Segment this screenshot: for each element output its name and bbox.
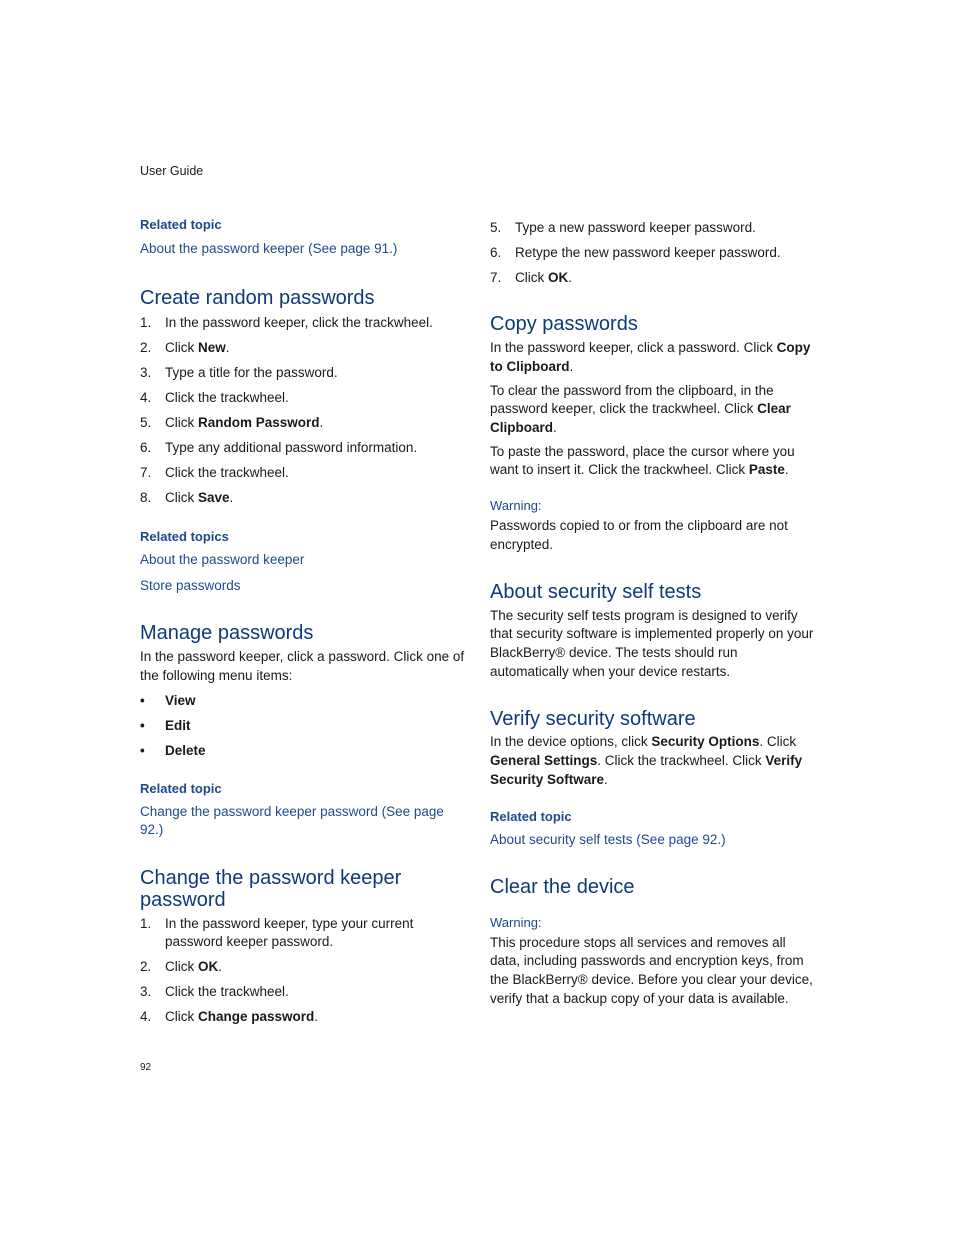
list-item: 6. Type any additional password information. (140, 439, 418, 455)
self-tests-paragraph: The security self tests program is designed to verify that security software is implemented properly on your BlackBerry® device. The tests should run automatically when your device restarts. (490, 607, 814, 679)
list-item: 2. Click New. (140, 339, 230, 355)
list-item: 1. In the password keeper, type your current password keeper password. (140, 915, 414, 950)
related-link-about-password-keeper[interactable]: About the password keeper (See page 91.) (140, 241, 398, 256)
list-item: 4. Click the trackwheel. (140, 389, 289, 405)
paste-paragraph: To paste the password, place the cursor where you want to insert it. Click the trackwheel. Click Paste. (490, 443, 795, 478)
list-item: 5. Type a new password keeper password. (490, 220, 756, 235)
section-title-create-random-passwords: Create random passwords (140, 287, 375, 309)
section-title-clear-the-device: Clear the device (490, 875, 635, 898)
verify-paragraph: In the device options, click Security Options. Click General Settings. Click the trackwheel. Click Verify Security Software. (490, 734, 803, 787)
left-column (140, 216, 465, 1026)
section-title-about-security-self-tests: About security self tests (490, 580, 702, 603)
list-item: 7. Click OK. (490, 269, 573, 285)
list-item: 3. Click the trackwheel. (140, 984, 289, 1000)
page-number: 92 (140, 1062, 152, 1073)
related-link-about-password-keeper[interactable]: About the password keeper (140, 552, 305, 568)
list-item: 3. Type a title for the password. (140, 364, 338, 380)
list-item: • Edit (140, 717, 191, 733)
related-topic-label: Related topic (140, 217, 222, 232)
list-item: 4. Click Change password. (140, 1009, 319, 1025)
clear-clipboard-paragraph: To clear the password from the clipboard, in the password keeper, click the trackwheel. Click Clear Clipboard. (490, 382, 791, 436)
related-link-about-security-self-tests[interactable]: About security self tests (See page 92.) (490, 831, 726, 847)
section-title-verify-security-software: Verify security software (490, 708, 696, 731)
change-password-steps-continued (490, 219, 815, 287)
section-title-change-password: Change the password keeper password (140, 866, 402, 911)
copy-paragraph: In the password keeper, click a password. Click Copy to Clipboard. (490, 340, 811, 374)
change-password-steps (140, 915, 465, 1027)
warning-label: Warning: (490, 498, 542, 514)
warning-text: Passwords copied to or from the clipboard are not encrypted. (490, 518, 788, 552)
list-item: 6. Retype the new password keeper password. (490, 244, 781, 260)
warning-text: This procedure stops all services and removes all data, including passwords and encryption keys, from the BlackBerry® device. Before you clear your device, verify that a backup copy of your data is available. (490, 934, 813, 1006)
list-item: 1. In the password keeper, click the trackwheel. (140, 315, 433, 330)
related-link-change-password[interactable]: Change the password keeper password (See page 92.) (140, 803, 444, 837)
section-title-manage-passwords: Manage passwords (140, 622, 314, 645)
section-title-copy-passwords: Copy passwords (490, 313, 638, 336)
list-item: 7. Click the trackwheel. (140, 464, 289, 480)
related-topic-label: Related topic (140, 780, 222, 796)
running-header: User Guide (140, 164, 204, 178)
related-topic-label: Related topic (490, 808, 572, 824)
manage-intro-paragraph: In the password keeper, click a password. Click one of the following menu items: (140, 649, 465, 683)
list-item: 8. Click Save. (140, 489, 234, 505)
warning-label: Warning: (490, 914, 542, 930)
create-passwords-steps (140, 314, 465, 507)
list-item: • Delete (140, 742, 206, 758)
list-item: • View (140, 692, 196, 708)
related-topics-label: Related topics (140, 529, 229, 545)
manage-menu-items-list (140, 692, 465, 760)
list-item: 2. Click OK. (140, 959, 223, 975)
related-link-store-passwords[interactable]: Store passwords (140, 578, 241, 594)
list-item: 5. Click Random Password. (140, 414, 324, 430)
right-column (490, 216, 815, 1008)
